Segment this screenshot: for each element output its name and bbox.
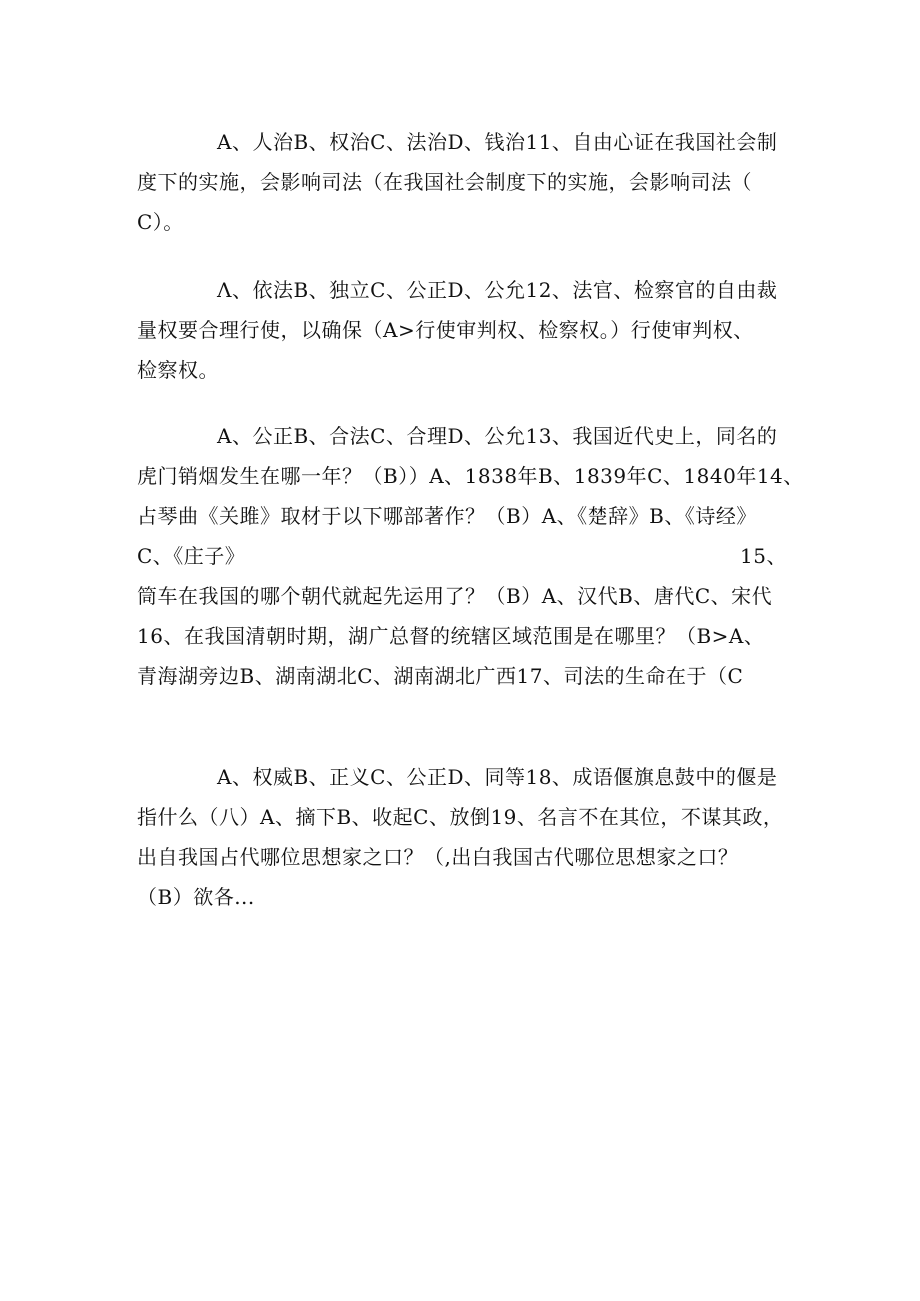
text-line: A、权威B、正义C、公正D、同等18、成语偃旗息鼓中的偃是 <box>217 765 778 789</box>
text-line: Λ、依法B、独立C、公正D、公允12、法官、检察官的自由裁 <box>217 278 778 302</box>
text-line-right: 15、 <box>740 544 787 568</box>
text-line: 16、在我国清朝时期，湖广总督的统辖区域范围是在哪里？（B>A、 <box>137 624 765 648</box>
paragraph-1 <box>137 122 787 242</box>
paragraph-2 <box>137 270 787 390</box>
paragraph-4 <box>137 757 787 917</box>
text-line: 度下的实施，会影响司法（在我国社会制度下的实施，会影响司法（ <box>137 170 752 194</box>
paragraph-3 <box>137 416 804 696</box>
text-line: 虎门销烟发生在哪一年？（B））A、1838年B、1839年C、1840年14、 <box>137 464 804 488</box>
text-line: A、公正B、合法C、合理D、公允13、我国近代史上，同名的 <box>217 424 778 448</box>
text-line: A、人治B、权治C、法治D、钱治11、自由心证在我国社会制 <box>217 130 778 154</box>
text-line: C）。 <box>137 210 184 234</box>
text-line: 占琴曲《关雎》取材于以下哪部著作？（B）A、《楚辞》B、《诗经》 <box>137 504 757 528</box>
text-line: 筒车在我国的哪个朝代就起先运用了？（B）A、汉代B、唐代C、宋代 <box>137 584 773 608</box>
text-line-split <box>137 536 787 576</box>
text-line: 出自我国占代哪位思想家之口？（,出白我国古代哪位思想家之口？ <box>137 845 739 869</box>
text-line: 青海湖旁边B、湖南湖北C、湖南湖北广西17、司法的生命在于（C <box>137 664 744 688</box>
text-line-left: C、《庄子》 <box>137 544 246 568</box>
text-line: 指什么（八）A、摘下B、收起C、放倒19、名言不在其位，不谋其政， <box>137 805 784 829</box>
text-line: 量权要合理行使，以确保（A>行使审判权、检察权。）行使审判权、 <box>137 318 754 342</box>
text-line: 检察权。 <box>137 358 219 382</box>
text-line: （B）欲各... <box>137 885 255 909</box>
